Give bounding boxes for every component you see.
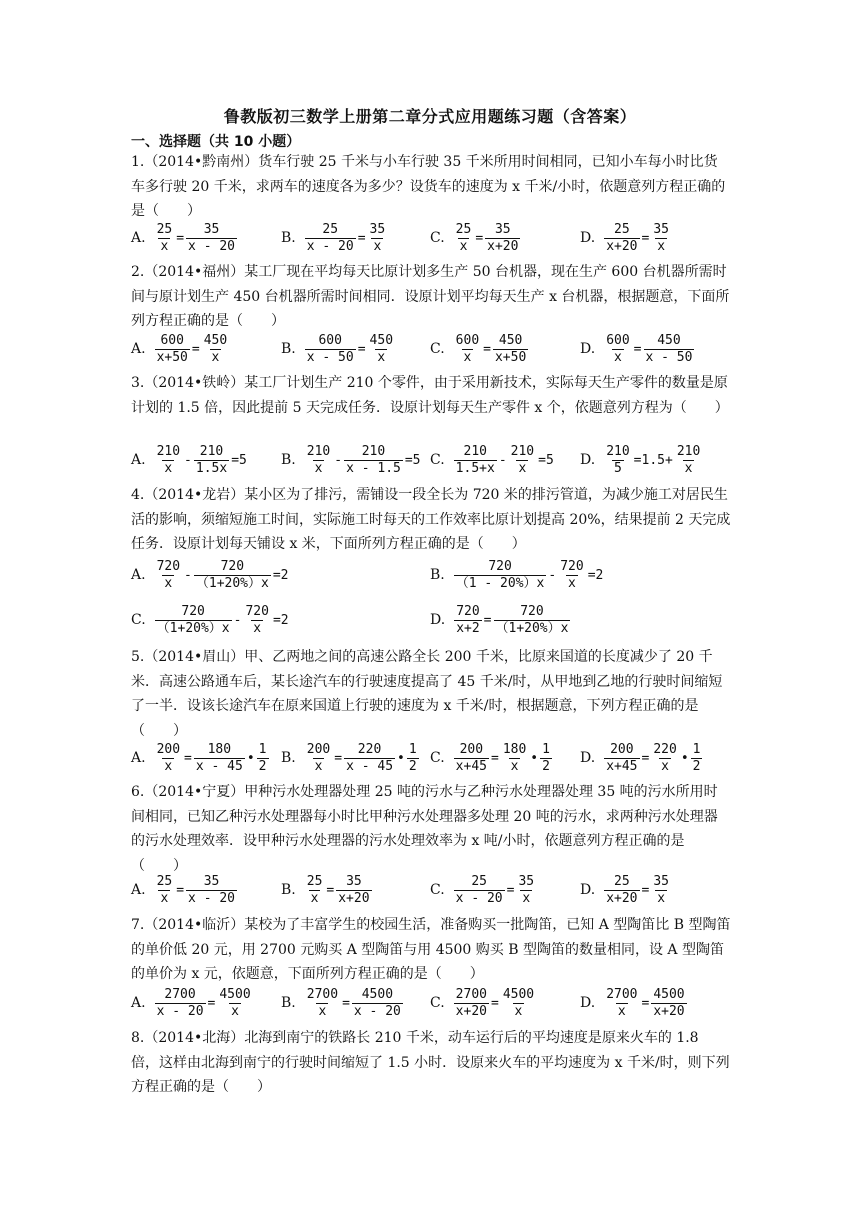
fraction bbox=[509, 444, 536, 477]
fraction bbox=[155, 559, 182, 592]
operator: = bbox=[641, 882, 650, 898]
fraction bbox=[243, 604, 270, 637]
option-a bbox=[131, 557, 290, 593]
operator: • bbox=[246, 750, 255, 766]
operator: = bbox=[483, 612, 492, 628]
numerator: 4500 bbox=[361, 986, 394, 1002]
option-label: B. bbox=[281, 230, 296, 246]
option-c bbox=[430, 740, 553, 776]
denominator: x - 50 bbox=[306, 349, 354, 365]
numerator: 720 bbox=[520, 603, 544, 619]
fraction bbox=[454, 604, 481, 637]
denominator: x+20 bbox=[606, 890, 638, 906]
numerator: 2700 bbox=[164, 986, 196, 1002]
option-d bbox=[580, 220, 672, 256]
operator: • bbox=[680, 750, 689, 766]
operator: = bbox=[184, 750, 192, 766]
fraction bbox=[305, 987, 340, 1020]
numerator: 600 bbox=[318, 332, 342, 348]
fraction bbox=[675, 444, 702, 477]
operator: = bbox=[342, 995, 350, 1011]
denominator: x - 20 bbox=[306, 238, 354, 254]
operator: =5 bbox=[404, 452, 421, 468]
denominator: x+45 bbox=[455, 758, 487, 774]
numerator: 600 bbox=[160, 332, 184, 348]
numerator: 25 bbox=[471, 873, 487, 889]
document-title: 鲁教版初三数学上册第二章分式应用题练习题（含答案） bbox=[223, 107, 637, 126]
option-label: A. bbox=[131, 750, 146, 766]
numerator: 1 bbox=[542, 741, 550, 757]
denominator: 2 bbox=[258, 758, 267, 774]
operator: =5 bbox=[538, 452, 554, 468]
operator: =2 bbox=[587, 567, 604, 583]
numerator: 25 bbox=[455, 221, 472, 237]
fraction bbox=[454, 987, 489, 1020]
operator: =2 bbox=[272, 612, 289, 628]
operator: - bbox=[184, 567, 192, 583]
option-b bbox=[281, 740, 420, 776]
denominator: x - 45 bbox=[195, 758, 243, 774]
fraction bbox=[155, 874, 175, 907]
option-b bbox=[281, 872, 373, 908]
numerator: 200 bbox=[156, 741, 181, 757]
denominator: x - 50 bbox=[645, 349, 693, 365]
question-6: 6.（2014•宁夏）甲种污水处理器处理 25 吨的污水与乙种污水处理器处理 35 吨的污水所用时间相同，已知乙种污水处理器每小时比甲种污水处理器多处理 20 吨的污水，求两种污水处理器的污水处理效率．设甲种污水处理器的污水处理效率为 x 吨/小时，依题意列方程正确的是（ ） bbox=[131, 784, 718, 874]
operator: = bbox=[641, 750, 650, 766]
fraction bbox=[305, 333, 356, 366]
option-label: A. bbox=[131, 341, 146, 357]
numerator: 210 bbox=[606, 443, 630, 459]
operator: - bbox=[233, 612, 242, 628]
numerator: 25 bbox=[156, 221, 173, 237]
denominator: x+50 bbox=[494, 349, 527, 365]
numerator: 210 bbox=[463, 443, 487, 459]
denominator: x+45 bbox=[606, 758, 638, 774]
denominator: x bbox=[514, 1003, 523, 1019]
fraction bbox=[454, 874, 505, 907]
denominator: x bbox=[661, 758, 669, 774]
denominator: x bbox=[684, 460, 693, 476]
denominator: x - 20 bbox=[188, 238, 236, 254]
option-label: D. bbox=[580, 341, 596, 357]
fraction bbox=[186, 222, 237, 255]
numerator: 720 bbox=[181, 603, 205, 619]
numerator: 4500 bbox=[502, 986, 535, 1002]
fraction bbox=[155, 333, 190, 366]
operator: - bbox=[334, 452, 343, 468]
fraction bbox=[691, 742, 703, 775]
denominator: x bbox=[253, 620, 262, 636]
fraction bbox=[155, 742, 182, 775]
options-q4-row2 bbox=[131, 602, 751, 638]
denominator: x bbox=[160, 890, 169, 906]
numerator: 450 bbox=[657, 332, 681, 348]
numerator: 450 bbox=[498, 332, 523, 348]
numerator: 35 bbox=[653, 873, 669, 889]
option-label: D. bbox=[580, 230, 596, 246]
options-q3 bbox=[131, 442, 751, 478]
question-1: 1.（2014•黔南州）货车行驶 25 千米与小车行驶 35 千米所用时间相同，已知小车每小时比货车多行驶 20 千米，求两车的速度各为多少？设货车的速度为 x 千米/小时，依题意列方程正确的是（ ） bbox=[131, 154, 726, 219]
option-a bbox=[131, 740, 270, 776]
denominator: x+20 bbox=[606, 238, 638, 254]
denominator: x bbox=[164, 460, 173, 476]
operator: = bbox=[490, 995, 499, 1011]
operator: • bbox=[397, 750, 405, 766]
fraction bbox=[155, 604, 232, 637]
fraction bbox=[155, 222, 175, 255]
denominator: x - 20 bbox=[188, 890, 236, 906]
numerator: 200 bbox=[610, 741, 634, 757]
fraction bbox=[454, 222, 474, 255]
option-label: D. bbox=[580, 882, 596, 898]
numerator: 25 bbox=[306, 873, 323, 889]
numerator: 35 bbox=[653, 221, 669, 237]
numerator: 450 bbox=[203, 332, 228, 348]
option-label: A. bbox=[131, 230, 146, 246]
fraction bbox=[217, 987, 252, 1020]
option-a bbox=[131, 985, 254, 1021]
numerator: 220 bbox=[653, 741, 677, 757]
numerator: 2700 bbox=[455, 986, 487, 1002]
fraction bbox=[194, 559, 271, 592]
option-d bbox=[580, 985, 688, 1021]
denominator: x+50 bbox=[156, 349, 188, 365]
fraction bbox=[540, 742, 552, 775]
denominator: x+20 bbox=[487, 238, 519, 254]
numerator: 1 bbox=[408, 741, 417, 757]
denominator: （1+20%）x bbox=[495, 620, 569, 636]
fraction bbox=[257, 742, 269, 775]
numerator: 600 bbox=[455, 332, 480, 348]
numerator: 180 bbox=[207, 741, 232, 757]
fraction bbox=[644, 333, 695, 366]
operator: = bbox=[357, 341, 366, 357]
denominator: x bbox=[373, 238, 382, 254]
operator: = bbox=[357, 230, 366, 246]
option-d bbox=[430, 602, 571, 638]
numerator: 35 bbox=[369, 221, 386, 237]
fraction bbox=[305, 742, 332, 775]
denominator: x bbox=[314, 758, 323, 774]
fraction bbox=[558, 559, 585, 592]
numerator: 220 bbox=[357, 741, 382, 757]
operator: = bbox=[506, 882, 515, 898]
option-label: D. bbox=[430, 612, 446, 628]
denominator: x bbox=[231, 1003, 239, 1019]
numerator: 210 bbox=[510, 443, 535, 459]
fraction bbox=[604, 874, 639, 907]
numerator: 35 bbox=[203, 221, 220, 237]
option-c bbox=[430, 220, 521, 256]
numerator: 720 bbox=[156, 558, 181, 574]
operator: = bbox=[490, 750, 499, 766]
option-label: C. bbox=[430, 882, 445, 898]
fraction bbox=[604, 222, 639, 255]
numerator: 4500 bbox=[653, 986, 685, 1002]
fraction bbox=[344, 444, 403, 477]
numerator: 210 bbox=[676, 443, 701, 459]
option-a bbox=[131, 220, 238, 256]
numerator: 35 bbox=[518, 873, 535, 889]
numerator: 2700 bbox=[606, 986, 638, 1002]
denominator: x bbox=[164, 575, 173, 591]
fraction bbox=[493, 333, 528, 366]
option-label: A. bbox=[131, 882, 146, 898]
numerator: 180 bbox=[502, 741, 527, 757]
numerator: 1 bbox=[692, 741, 701, 757]
denominator: x bbox=[657, 890, 666, 906]
operator: =2 bbox=[272, 567, 289, 583]
fraction bbox=[604, 742, 639, 775]
denominator: （1+20%）x bbox=[156, 620, 230, 636]
numerator: 35 bbox=[494, 221, 511, 237]
denominator: 2 bbox=[542, 758, 550, 774]
question-2: 2.（2014•福州）某工厂现在平均每天比原计划多生产 50 台机器，现在生产 600 台机器所需时间与原计划生产 450 台机器所需时间相同．设原计划平均每天生产 x 台机器，根据题意，下面所列方程正确的是（ ） bbox=[131, 264, 730, 329]
denominator: （1+20%）x bbox=[195, 575, 269, 591]
option-label: B. bbox=[281, 341, 296, 357]
operator: = bbox=[641, 230, 650, 246]
numerator: 210 bbox=[199, 443, 224, 459]
fraction bbox=[155, 444, 182, 477]
denominator: x+20 bbox=[455, 1003, 487, 1019]
denominator: x+20 bbox=[653, 1003, 685, 1019]
option-b bbox=[430, 557, 604, 593]
operator: = bbox=[176, 882, 185, 898]
denominator: x bbox=[617, 1003, 626, 1019]
numerator: 35 bbox=[203, 873, 220, 889]
numerator: 720 bbox=[245, 603, 269, 619]
option-a bbox=[131, 331, 230, 367]
options-q6 bbox=[131, 872, 751, 908]
option-label: C. bbox=[430, 341, 445, 357]
denominator: x+2 bbox=[456, 620, 480, 636]
numerator: 720 bbox=[560, 558, 584, 574]
numerator: 2700 bbox=[306, 986, 339, 1002]
option-d bbox=[580, 331, 695, 367]
option-c bbox=[131, 602, 290, 638]
operator: = bbox=[483, 341, 491, 357]
operator: - bbox=[184, 452, 192, 468]
section-heading: 一、选择题（共 10 小题） bbox=[131, 134, 301, 150]
fraction bbox=[454, 742, 489, 775]
option-c bbox=[430, 442, 555, 478]
fraction bbox=[407, 742, 419, 775]
option-label: A. bbox=[131, 995, 146, 1011]
denominator: x bbox=[518, 460, 527, 476]
option-a bbox=[131, 442, 248, 478]
denominator: x bbox=[459, 238, 468, 254]
option-label: C. bbox=[430, 750, 445, 766]
fraction bbox=[186, 874, 237, 907]
fraction bbox=[494, 604, 571, 637]
denominator: x - 20 bbox=[455, 890, 503, 906]
denominator: 2 bbox=[692, 758, 701, 774]
option-c bbox=[430, 985, 537, 1021]
numerator: 35 bbox=[346, 873, 362, 889]
numerator: 450 bbox=[369, 332, 394, 348]
question-8: 8.（2014•北海）北海到南宁的铁路长 210 千米，动车运行后的平均速度是原来火车的 1.8 倍，这样由北海到南宁的行驶时间缩短了 1.5 小时．设原来火车的平均速度为 x 千米/时，则下列方程正确的是（ ） bbox=[131, 1030, 730, 1095]
operator: =5 bbox=[231, 452, 247, 468]
operator: = bbox=[475, 230, 484, 246]
option-label: B. bbox=[281, 995, 296, 1011]
option-label: B. bbox=[281, 452, 296, 468]
options-q2 bbox=[131, 331, 751, 367]
fraction bbox=[604, 987, 639, 1020]
denominator: x - 20 bbox=[156, 1003, 204, 1019]
option-b bbox=[281, 331, 396, 367]
fraction bbox=[368, 222, 388, 255]
options-q5 bbox=[131, 740, 751, 776]
fraction bbox=[344, 742, 395, 775]
fraction bbox=[651, 222, 671, 255]
option-label: C. bbox=[131, 612, 146, 628]
denominator: x bbox=[614, 349, 622, 365]
numerator: 200 bbox=[459, 741, 484, 757]
numerator: 720 bbox=[488, 558, 512, 574]
operator: - bbox=[548, 567, 557, 583]
question-5: 5.（2014•眉山）甲、乙两地之间的高速公路全长 200 千米，比原来国道的长度减少了 20 千米．高速公路通车后，某长途汽车的行驶速度提高了 45 千米/时，从甲地到乙地的行驶时间缩短了一半．设该长途汽车在原来国道上行驶的速度为 x 千米/时，根据题意，下列方程正确的是（ ） bbox=[131, 649, 723, 739]
denominator: 2 bbox=[408, 758, 417, 774]
operator: = bbox=[326, 882, 335, 898]
fraction bbox=[501, 987, 536, 1020]
option-b bbox=[281, 985, 404, 1021]
option-d bbox=[580, 442, 703, 478]
option-label: D. bbox=[580, 452, 596, 468]
fraction bbox=[155, 987, 206, 1020]
fraction bbox=[305, 222, 356, 255]
fraction bbox=[501, 742, 528, 775]
options-q1 bbox=[131, 220, 751, 256]
fraction bbox=[454, 444, 497, 477]
option-label: D. bbox=[580, 750, 596, 766]
denominator: x+20 bbox=[338, 890, 370, 906]
numerator: 25 bbox=[322, 221, 339, 237]
numerator: 210 bbox=[156, 443, 181, 459]
question-3: 3.（2014•铁岭）某工厂计划生产 210 个零件，由于采用新技术，实际每天生产零件的数量是原计划的 1.5 倍，因此提前 5 天完成任务．设原计划每天生产零件 x 个，依题意列方程为（ ） bbox=[131, 375, 729, 416]
numerator: 720 bbox=[220, 558, 245, 574]
fraction bbox=[202, 333, 229, 366]
denominator: x bbox=[310, 890, 319, 906]
denominator: x bbox=[657, 238, 666, 254]
option-d bbox=[580, 872, 672, 908]
denominator: x bbox=[510, 758, 519, 774]
numerator: 25 bbox=[614, 221, 630, 237]
operator: = bbox=[334, 750, 343, 766]
numerator: 4500 bbox=[219, 986, 251, 1002]
denominator: x bbox=[314, 460, 323, 476]
denominator: x - 45 bbox=[346, 758, 394, 774]
denominator: x bbox=[160, 238, 169, 254]
option-label: B. bbox=[281, 750, 296, 766]
operator: • bbox=[530, 750, 539, 766]
fraction bbox=[651, 742, 678, 775]
operator: = bbox=[633, 341, 642, 357]
numerator: 210 bbox=[361, 443, 386, 459]
option-label: A. bbox=[131, 452, 146, 468]
numerator: 25 bbox=[614, 873, 630, 889]
fraction bbox=[651, 987, 686, 1020]
fraction bbox=[604, 333, 631, 366]
denominator: 5 bbox=[614, 460, 622, 476]
fraction bbox=[368, 333, 395, 366]
fraction bbox=[336, 874, 371, 907]
operator: = bbox=[207, 995, 216, 1011]
options-q7 bbox=[131, 985, 751, 1021]
option-b bbox=[281, 220, 388, 256]
numerator: 200 bbox=[306, 741, 331, 757]
fraction bbox=[516, 874, 536, 907]
denominator: 1.5x bbox=[195, 460, 228, 476]
option-b bbox=[281, 442, 422, 478]
denominator: x bbox=[377, 349, 386, 365]
option-label: D. bbox=[580, 995, 596, 1011]
option-label: B. bbox=[430, 567, 445, 583]
option-a bbox=[131, 872, 238, 908]
operator: =1.5+ bbox=[633, 452, 673, 468]
option-label: C. bbox=[430, 452, 445, 468]
fraction bbox=[454, 333, 481, 366]
denominator: x bbox=[568, 575, 576, 591]
numerator: 25 bbox=[156, 873, 173, 889]
fraction bbox=[305, 444, 332, 477]
option-c bbox=[430, 331, 529, 367]
fraction bbox=[454, 559, 547, 592]
option-label: C. bbox=[430, 995, 445, 1011]
operator: = bbox=[641, 995, 650, 1011]
denominator: x bbox=[522, 890, 531, 906]
denominator: x bbox=[211, 349, 220, 365]
fraction bbox=[604, 444, 631, 477]
denominator: x - 1.5 bbox=[346, 460, 401, 476]
numerator: 210 bbox=[306, 443, 331, 459]
option-label: A. bbox=[131, 567, 146, 583]
operator: = bbox=[191, 341, 200, 357]
option-d bbox=[580, 740, 703, 776]
numerator: 600 bbox=[606, 332, 630, 348]
fraction bbox=[305, 874, 325, 907]
denominator: 1.5+x bbox=[455, 460, 495, 476]
question-4: 4.（2014•龙岩）某小区为了排污，需铺设一段全长为 720 米的排污管道，为减少施工对居民生活的影响，须缩短施工时间，实际施工时每天的工作效率比原计划提高 20%，结果提前 2 天完成任务．设原计划每天铺设 x 米，下面所列方程正确的是（ ） bbox=[131, 487, 731, 552]
denominator: x - 20 bbox=[353, 1003, 401, 1019]
option-label: C. bbox=[430, 230, 445, 246]
fraction bbox=[651, 874, 671, 907]
operator: = bbox=[176, 230, 185, 246]
denominator: x bbox=[318, 1003, 327, 1019]
fraction bbox=[352, 987, 403, 1020]
numerator: 1 bbox=[258, 741, 267, 757]
fraction bbox=[485, 222, 520, 255]
option-label: B. bbox=[281, 882, 296, 898]
operator: - bbox=[498, 452, 507, 468]
denominator: x bbox=[164, 758, 173, 774]
numerator: 720 bbox=[456, 603, 480, 619]
question-7: 7.（2014•临沂）某校为了丰富学生的校园生活，准备购买一批陶笛，已知 A 型陶笛比 B 型陶笛的单价低 20 元，用 2700 元购买 A 型陶笛与用 4500 购买 B 型陶笛的数量相同，设 A 型陶笛的单价为 x 元，依题意，下面所列方程正确的是（ ） bbox=[131, 917, 731, 982]
options-q4-row1 bbox=[131, 557, 751, 593]
denominator: （1 - 20%）x bbox=[455, 575, 545, 591]
fraction bbox=[194, 444, 229, 477]
fraction bbox=[194, 742, 245, 775]
denominator: x bbox=[463, 349, 472, 365]
option-c bbox=[430, 872, 537, 908]
